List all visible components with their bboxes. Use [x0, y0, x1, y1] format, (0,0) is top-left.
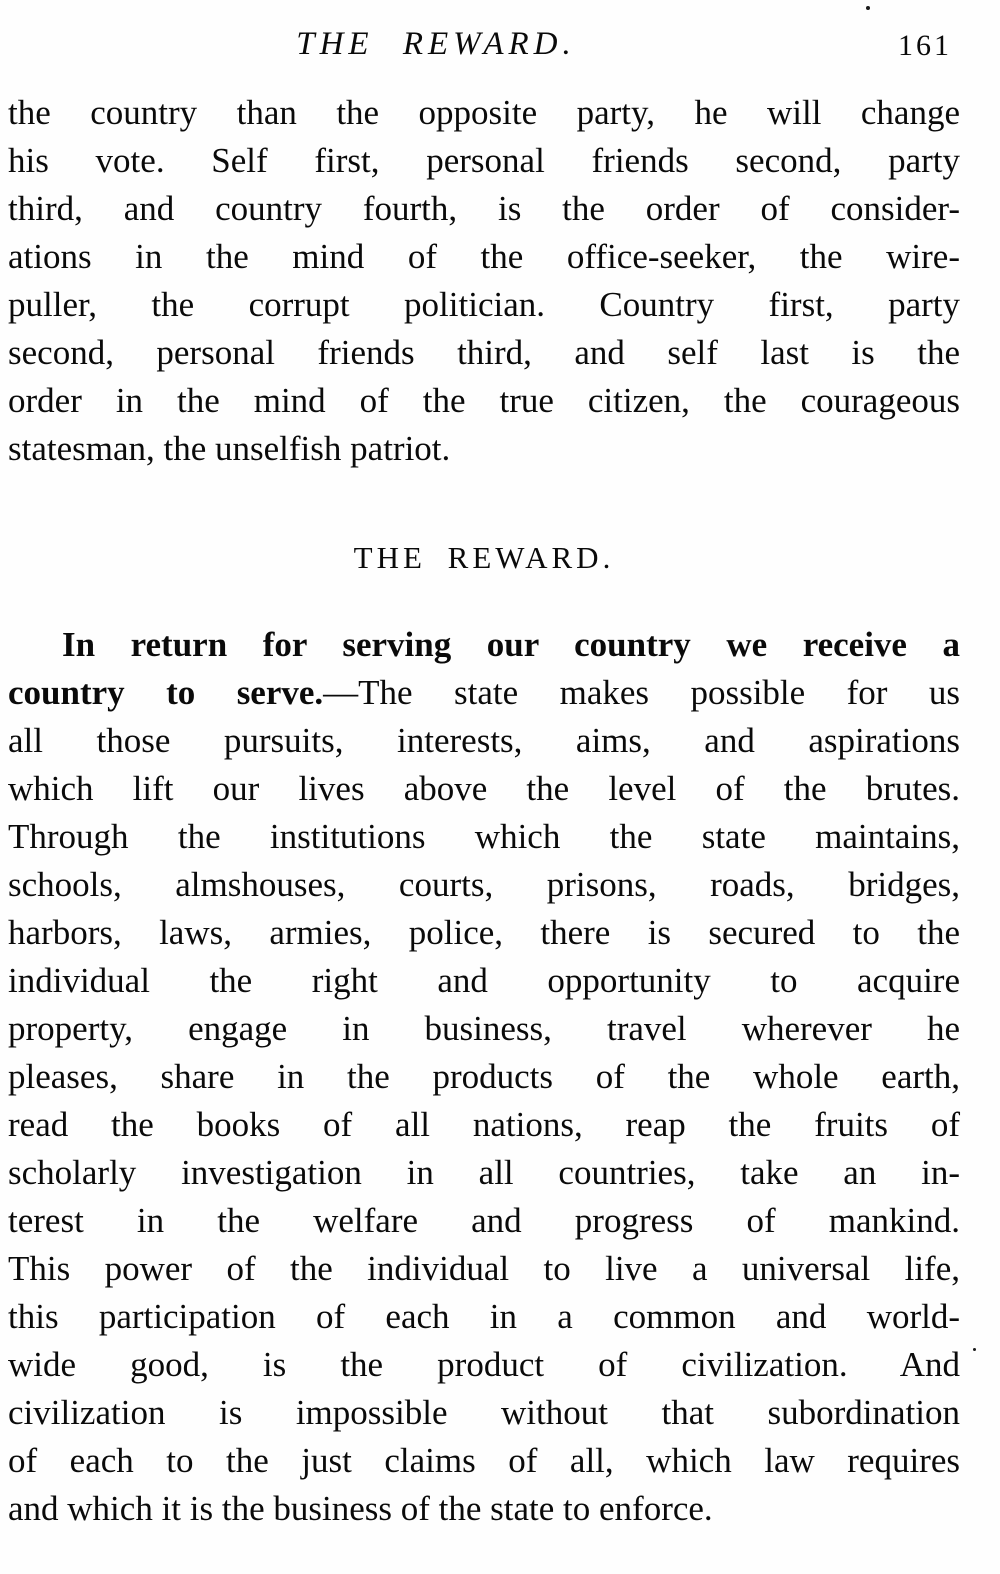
text-line	[8, 281, 960, 329]
running-header	[8, 26, 960, 72]
body-text: second, personal friends third, and self last is the	[8, 333, 960, 372]
body-text: harbors, laws, armies, police, there is secured to the	[8, 913, 960, 952]
text-line	[8, 1485, 960, 1533]
body-text: schools, almshouses, courts, prisons, roads, bridges,	[8, 865, 960, 904]
text-line	[8, 233, 960, 281]
text-line	[8, 1149, 960, 1197]
text-line	[8, 377, 960, 425]
text-line	[8, 813, 960, 861]
body-text: Through the institutions which the state maintains,	[8, 817, 960, 856]
text-line	[8, 1005, 960, 1053]
bold-lead-text: country to serve.	[8, 673, 324, 712]
text-line	[8, 1437, 960, 1485]
body-text: all those pursuits, interests, aims, and aspirations	[8, 721, 960, 760]
text-line	[8, 89, 960, 137]
text-line	[8, 1101, 960, 1149]
section-heading: THE REWARD.	[353, 540, 615, 575]
body-text: which lift our lives above the level of the brutes.	[8, 769, 960, 808]
bold-lead-text: In return for serving our country we receive a	[62, 625, 960, 664]
text-line	[8, 1293, 960, 1341]
text-line	[8, 329, 960, 377]
body-text: the country than the opposite party, he will change	[8, 93, 960, 132]
text-line	[8, 765, 960, 813]
body-text: —The state makes possible for us	[323, 673, 960, 712]
body-text: this participation of each in a common and world-	[8, 1297, 960, 1336]
text-line	[8, 1053, 960, 1101]
body-text: third, and country fourth, is the order of consider-	[8, 189, 960, 228]
text-line	[8, 425, 960, 473]
text-line	[8, 957, 960, 1005]
text-line	[8, 185, 960, 233]
text-line	[8, 1341, 960, 1389]
text-line	[8, 137, 960, 185]
body-text: of each to the just claims of all, which law requires	[8, 1441, 960, 1480]
text-line	[8, 717, 960, 765]
body-text: puller, the corrupt politician. Country first, party	[8, 285, 960, 324]
text-line	[8, 1197, 960, 1245]
body-text: civilization is impossible without that subordination	[8, 1393, 960, 1432]
body-text: This power of the individual to live a universal life,	[8, 1249, 960, 1288]
text-line	[8, 669, 960, 717]
body-text: terest in the welfare and progress of mankind.	[8, 1201, 960, 1240]
body-text: read the books of all nations, reap the fruits of	[8, 1105, 960, 1144]
body-text: scholarly investigation in all countries, take an in-	[8, 1153, 960, 1192]
paragraph-the-reward	[8, 621, 960, 1533]
body-text: order in the mind of the true citizen, the courageous	[8, 381, 960, 420]
body-text: property, engage in business, travel wherever he	[8, 1009, 960, 1048]
text-line	[8, 861, 960, 909]
paragraph-continuation	[8, 89, 960, 473]
text-line	[8, 909, 960, 957]
text-line	[8, 1389, 960, 1437]
body-text: individual the right and opportunity to acquire	[8, 961, 960, 1000]
body-text: and which it is the business of the state to enforce.	[8, 1489, 713, 1528]
scan-artifact-dot	[866, 6, 870, 10]
body-text: pleases, share in the products of the whole earth,	[8, 1057, 960, 1096]
scan-artifact-dot	[973, 1348, 976, 1351]
body-text: statesman, the unselfish patriot.	[8, 429, 451, 468]
body-text: ations in the mind of the office-seeker, the wire-	[8, 237, 960, 276]
running-header-title: THE REWARD.	[296, 26, 576, 62]
body-text: his vote. Self first, personal friends second, party	[8, 141, 960, 180]
body-text: wide good, is the product of civilization. And	[8, 1345, 960, 1384]
text-line	[8, 621, 960, 669]
text-line	[8, 1245, 960, 1293]
page-number: 161	[898, 29, 952, 62]
